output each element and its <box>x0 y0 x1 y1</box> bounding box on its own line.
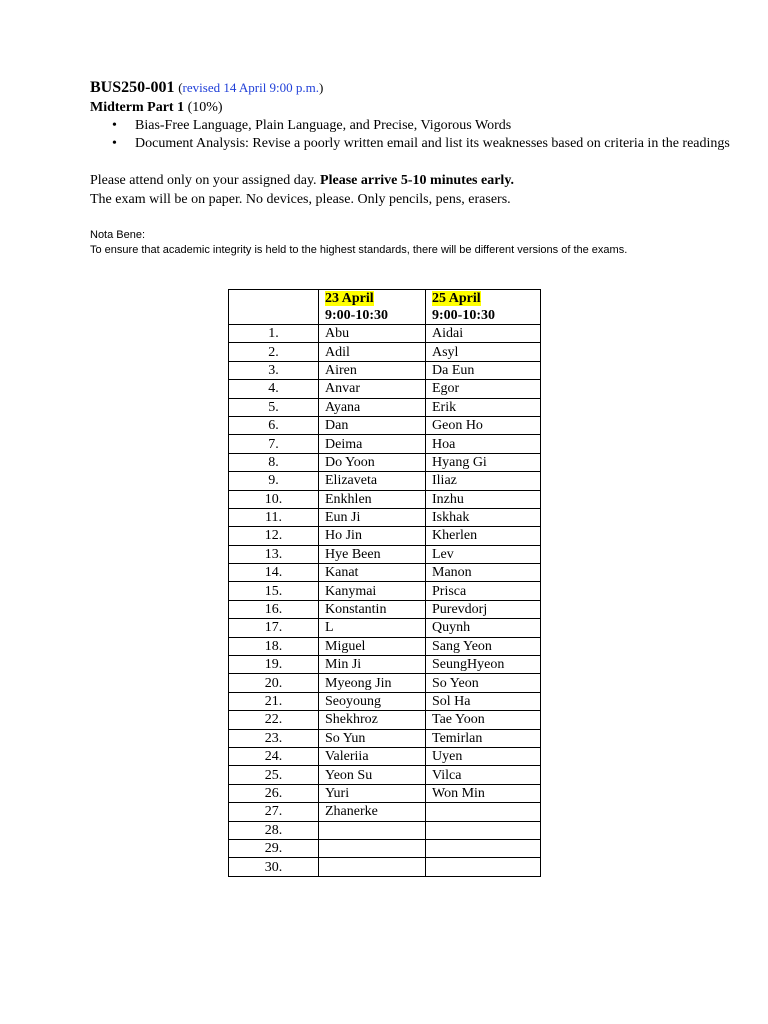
row-number-cell: 15. <box>229 582 319 600</box>
day-1-name-cell: Airen <box>319 361 426 379</box>
day-2-name-cell: Won Min <box>426 784 541 802</box>
time-day-1: 9:00-10:30 <box>325 308 388 323</box>
day-1-name-cell: Enkhlen <box>319 490 426 508</box>
table-row <box>229 600 541 618</box>
instruction-line-1: Please attend only on your assigned day. Please arrive 5-10 minutes early. <box>90 173 515 188</box>
table-row <box>229 729 541 747</box>
day-1-name-cell: Yuri <box>319 784 426 802</box>
day-1-name-cell: Do Yoon <box>319 453 426 471</box>
day-2-name-cell <box>426 858 541 876</box>
day-1-name-cell: L <box>319 619 426 637</box>
row-number-cell: 27. <box>229 803 319 821</box>
table-row <box>229 416 541 434</box>
day-1-name-cell: Kanymai <box>319 582 426 600</box>
table-row <box>229 325 541 343</box>
row-number-cell: 13. <box>229 545 319 563</box>
table-row <box>229 435 541 453</box>
row-number-cell: 22. <box>229 711 319 729</box>
table-row <box>229 380 541 398</box>
day-1-name-cell: Myeong Jin <box>319 674 426 692</box>
row-number-cell: 16. <box>229 600 319 618</box>
table-row <box>229 453 541 471</box>
day-1-name-cell: Ho Jin <box>319 527 426 545</box>
row-number-cell: 2. <box>229 343 319 361</box>
table-row <box>229 784 541 802</box>
table-row <box>229 858 541 876</box>
bullet-icon: • <box>112 136 117 151</box>
table-row <box>229 361 541 379</box>
day-2-name-cell: Lev <box>426 545 541 563</box>
day-2-name-cell: Vilca <box>426 766 541 784</box>
day-1-name-cell: Abu <box>319 325 426 343</box>
day-1-name-cell <box>319 858 426 876</box>
day-2-name-cell: Geon Ho <box>426 416 541 434</box>
header-day-1 <box>319 290 426 325</box>
row-number-cell: 3. <box>229 361 319 379</box>
day-1-name-cell: Elizaveta <box>319 472 426 490</box>
table-row <box>229 619 541 637</box>
time-day-2: 9:00-10:30 <box>432 308 495 323</box>
header-day-2 <box>426 290 541 325</box>
day-2-name-cell: Erik <box>426 398 541 416</box>
table-row <box>229 766 541 784</box>
row-number-cell: 4. <box>229 380 319 398</box>
row-number-cell: 14. <box>229 564 319 582</box>
day-1-name-cell: So Yun <box>319 729 426 747</box>
row-number-cell: 10. <box>229 490 319 508</box>
table-row <box>229 398 541 416</box>
day-2-name-cell: Da Eun <box>426 361 541 379</box>
date-day-2: 25 April <box>432 291 481 306</box>
bullet-icon: • <box>112 118 117 133</box>
day-2-name-cell: Iliaz <box>426 472 541 490</box>
day-2-name-cell: Quynh <box>426 619 541 637</box>
day-2-name-cell: Iskhak <box>426 508 541 526</box>
table-row <box>229 803 541 821</box>
row-number-cell: 11. <box>229 508 319 526</box>
table-row <box>229 527 541 545</box>
row-number-cell: 17. <box>229 619 319 637</box>
day-2-name-cell: Inzhu <box>426 490 541 508</box>
day-1-name-cell: Miguel <box>319 637 426 655</box>
table-row <box>229 343 541 361</box>
row-number-cell: 26. <box>229 784 319 802</box>
day-1-name-cell: Adil <box>319 343 426 361</box>
table-row <box>229 674 541 692</box>
day-2-name-cell: Manon <box>426 564 541 582</box>
day-2-name-cell: Sang Yeon <box>426 637 541 655</box>
course-code: BUS250-001 <box>90 79 175 96</box>
subtitle-bold: Midterm Part 1 <box>90 100 185 115</box>
row-number-cell: 5. <box>229 398 319 416</box>
day-1-name-cell: Anvar <box>319 380 426 398</box>
table-row <box>229 747 541 765</box>
day-2-name-cell <box>426 821 541 839</box>
row-number-cell: 21. <box>229 692 319 710</box>
day-2-name-cell <box>426 803 541 821</box>
day-1-name-cell: Valeriia <box>319 747 426 765</box>
table-row <box>229 839 541 857</box>
day-2-name-cell: Asyl <box>426 343 541 361</box>
row-number-cell: 23. <box>229 729 319 747</box>
instructions <box>90 171 730 209</box>
table-header-row <box>229 290 541 325</box>
day-2-name-cell <box>426 839 541 857</box>
list-item: • Bias-Free Language, Plain Language, and Precise, Vigorous Words <box>112 118 512 133</box>
day-2-name-cell: Aidai <box>426 325 541 343</box>
day-1-name-cell: Yeon Su <box>319 766 426 784</box>
day-1-name-cell: Deima <box>319 435 426 453</box>
table-row <box>229 564 541 582</box>
day-2-name-cell: Hyang Gi <box>426 453 541 471</box>
document-body <box>90 78 730 258</box>
nota-text: To ensure that academic integrity is held to the highest standards, there will be different versions of the exams. <box>90 244 628 256</box>
day-1-name-cell: Kanat <box>319 564 426 582</box>
row-number-cell: 28. <box>229 821 319 839</box>
nota-bene <box>90 228 730 258</box>
day-2-name-cell: Sol Ha <box>426 692 541 710</box>
header-number-cell <box>229 290 319 325</box>
date-day-1: 23 April <box>325 291 374 306</box>
day-2-name-cell: Prisca <box>426 582 541 600</box>
row-number-cell: 20. <box>229 674 319 692</box>
day-1-name-cell <box>319 821 426 839</box>
row-number-cell: 29. <box>229 839 319 857</box>
nota-label: Nota Bene: <box>90 229 146 241</box>
day-2-name-cell: Egor <box>426 380 541 398</box>
row-number-cell: 7. <box>229 435 319 453</box>
row-number-cell: 1. <box>229 325 319 343</box>
day-1-name-cell: Zhanerke <box>319 803 426 821</box>
day-2-name-cell: Temirlan <box>426 729 541 747</box>
subtitle-weight: (10%) <box>184 100 223 115</box>
day-2-name-cell: So Yeon <box>426 674 541 692</box>
day-1-name-cell: Min Ji <box>319 656 426 674</box>
revised-note: revised 14 April 9:00 p.m. <box>182 80 320 95</box>
row-number-cell: 30. <box>229 858 319 876</box>
table-body <box>229 325 541 877</box>
day-1-name-cell <box>319 839 426 857</box>
day-1-name-cell: Konstantin <box>319 600 426 618</box>
table-row <box>229 711 541 729</box>
exam-subtitle <box>90 98 730 117</box>
topic-list <box>90 117 730 153</box>
row-number-cell: 24. <box>229 747 319 765</box>
day-1-name-cell: Ayana <box>319 398 426 416</box>
table-row <box>229 508 541 526</box>
day-2-name-cell: Kherlen <box>426 527 541 545</box>
day-1-name-cell: Eun Ji <box>319 508 426 526</box>
row-number-cell: 6. <box>229 416 319 434</box>
instruction-line-2: The exam will be on paper. No devices, please. Only pencils, pens, erasers. <box>90 192 511 207</box>
day-1-name-cell: Shekhroz <box>319 711 426 729</box>
day-1-name-cell: Dan <box>319 416 426 434</box>
row-number-cell: 12. <box>229 527 319 545</box>
row-number-cell: 19. <box>229 656 319 674</box>
day-1-name-cell: Hye Been <box>319 545 426 563</box>
day-2-name-cell: Purevdorj <box>426 600 541 618</box>
table-row <box>229 637 541 655</box>
table-row <box>229 821 541 839</box>
table-row <box>229 582 541 600</box>
day-2-name-cell: Tae Yoon <box>426 711 541 729</box>
row-number-cell: 8. <box>229 453 319 471</box>
row-number-cell: 18. <box>229 637 319 655</box>
day-2-name-cell: SeungHyeon <box>426 656 541 674</box>
table-row <box>229 490 541 508</box>
exam-schedule-table <box>228 289 541 877</box>
row-number-cell: 25. <box>229 766 319 784</box>
day-2-name-cell: Uyen <box>426 747 541 765</box>
day-1-name-cell: Seoyoung <box>319 692 426 710</box>
table-row <box>229 545 541 563</box>
document-title: BUS250-001 (revised 14 April 9:00 p.m.) <box>90 79 324 96</box>
table-row <box>229 692 541 710</box>
list-item: • Document Analysis: Revise a poorly written email and list its weaknesses based on criteria in the readings <box>112 136 730 151</box>
row-number-cell: 9. <box>229 472 319 490</box>
day-2-name-cell: Hoa <box>426 435 541 453</box>
table-row <box>229 472 541 490</box>
table-row <box>229 656 541 674</box>
